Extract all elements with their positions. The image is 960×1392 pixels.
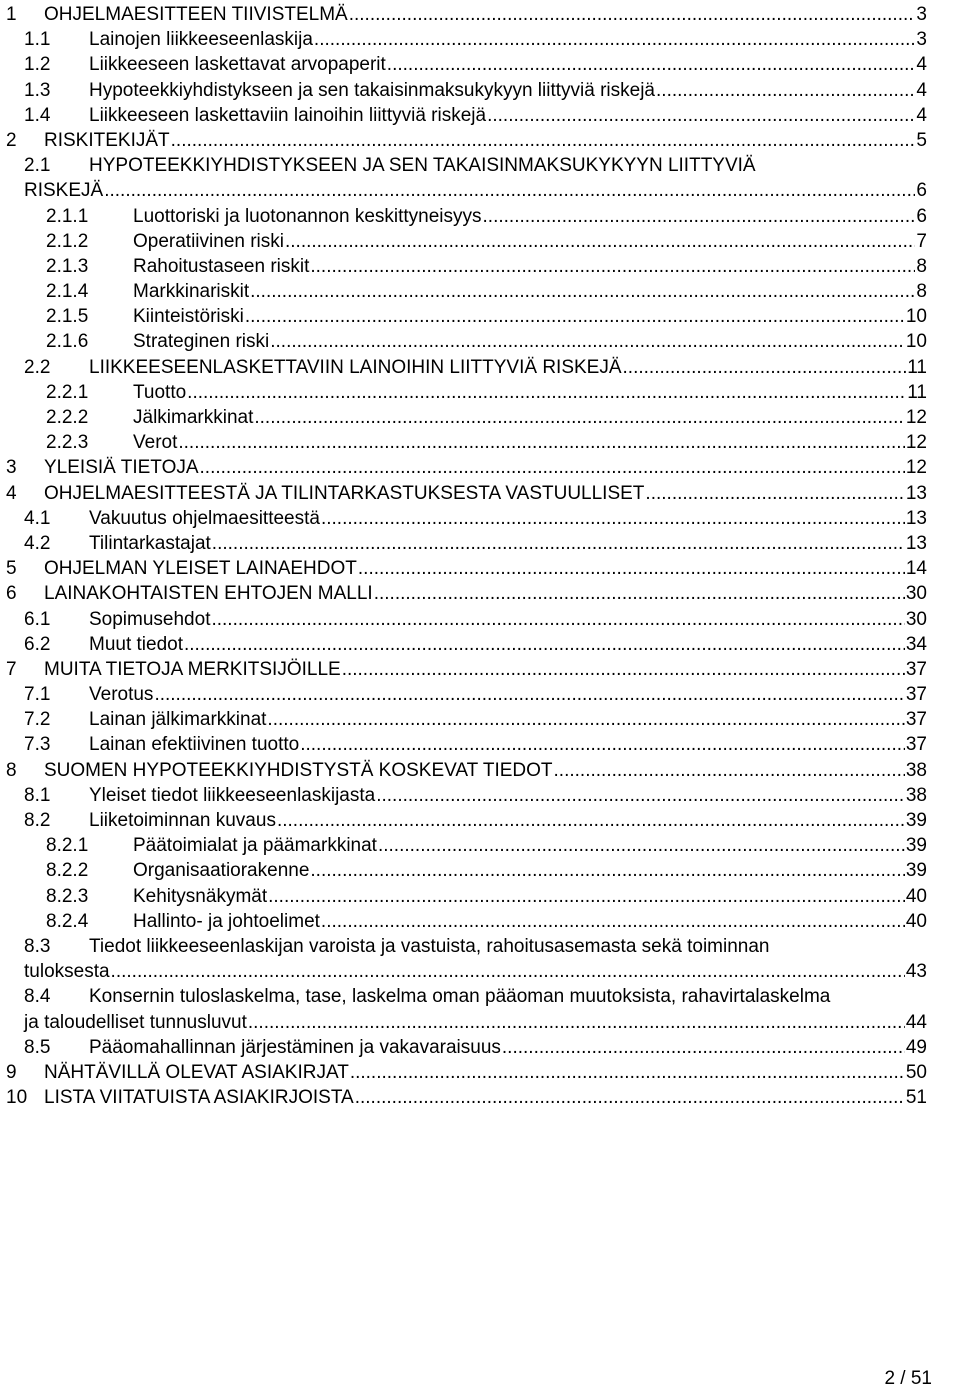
toc-entry-leader [133,380,927,405]
toc-entry[interactable] [0,884,960,909]
toc-entry-title: MUITA TIETOJA MERKITSIJÖILLE [44,658,341,680]
toc-entry-leader [89,531,927,556]
dot-leader [248,1010,905,1035]
toc-entry-leader [133,430,927,455]
toc-entry[interactable] [0,430,960,455]
dot-leader [267,707,904,732]
toc-entry-title: Konsernin tuloslaskelma, tase, laskelma oman pääoman muutoksista, rahavirtalaskelma [89,986,831,1008]
toc-entry-line [0,304,960,329]
toc-entry-page: 14 [905,558,927,580]
toc-entry-number: 8.5 [24,1036,51,1058]
toc-entry-leader [89,27,927,52]
toc-entry-number: 4.2 [24,532,51,554]
dot-leader [487,103,915,128]
dot-leader [374,581,905,606]
toc-entry[interactable] [0,27,960,52]
toc-entry-line [0,380,960,405]
dot-leader [358,556,905,581]
toc-entry[interactable] [0,78,960,103]
toc-entry[interactable] [0,254,960,279]
toc-entry[interactable] [0,1085,960,1110]
dot-leader [285,229,915,254]
toc-entry-leader [44,455,927,480]
toc-entry-number: 1.1 [24,29,51,51]
toc-entry-title: RISKITEKIJÄT [44,129,170,151]
toc-entry[interactable] [0,607,960,632]
toc-entry-number: 10 [6,1087,28,1109]
toc-entry-line [0,1085,960,1110]
toc-entry[interactable] [0,984,960,1034]
toc-entry-line [0,204,960,229]
toc-entry-line [0,758,960,783]
toc-entry-line [0,934,960,959]
toc-entry-page: 38 [905,759,927,781]
toc-entry-page: 4 [916,79,927,101]
toc-entry-title: Liikkeeseen laskettaviin lainoihin liittyviä riskejä [89,104,487,126]
toc-entry-page: 40 [905,910,927,932]
toc-entry-leader [133,405,927,430]
toc-entry-number: 8.3 [24,935,51,957]
toc-entry-page: 3 [916,4,927,25]
dot-leader [277,808,905,833]
toc-entry[interactable] [0,556,960,581]
toc-entry[interactable] [0,531,960,556]
toc-entry-title: Kehitysnäkymät [133,885,268,907]
toc-entry-number: 2.1.4 [46,281,89,303]
toc-entry-number: 2.1 [24,155,51,177]
toc-entry-leader [89,632,927,657]
dot-leader [376,783,905,808]
dot-leader [254,405,904,430]
dot-leader [171,128,916,153]
toc-entry-line [0,909,960,934]
toc-entry-page: 12 [905,432,927,454]
toc-entry-leader [133,833,927,858]
toc-entry-title: Rahoitustaseen riskit [133,255,310,277]
toc-entry-line [0,581,960,606]
toc-entry[interactable] [0,909,960,934]
toc-entry-title: Lainojen liikkeeseenlaskija [89,29,313,51]
toc-entry[interactable] [0,128,960,153]
toc-entry-leader [44,128,927,153]
toc-entry-line [0,52,960,77]
toc-entry-leader [133,204,927,229]
toc-entry-title: Luottoriski ja luotonannon keskittyneisyys [133,205,482,227]
dot-leader [187,380,906,405]
toc-entry-page: 37 [905,658,927,680]
toc-entry-page: 6 [916,205,927,227]
toc-entry-title: OHJELMAESITTEESTÄ JA TILINTARKASTUKSESTA VASTUULLISET [44,482,645,504]
toc-entry[interactable] [0,657,960,682]
dot-leader [250,279,915,304]
toc-entry-number: 2 [6,129,17,151]
dot-leader [378,833,905,858]
dot-leader [502,1035,905,1060]
toc-entry-line [0,254,960,279]
toc-entry-leader [44,581,927,606]
toc-entry-leader [89,52,927,77]
toc-entry[interactable] [0,455,960,480]
toc-entry-line [0,556,960,581]
toc-entry-title: LAINAKOHTAISTEN EHTOJEN MALLI [44,583,373,605]
toc-entry-line [0,1060,960,1085]
toc-entry-leader [89,103,927,128]
toc-entry-title-continued: ja taloudelliset tunnusluvut [24,1011,247,1033]
toc-entry-leader [89,732,927,757]
dot-leader [314,27,916,52]
toc-entry-number: 8.2 [24,810,51,832]
toc-entry-title: Strateginen riski [133,331,270,353]
toc-entry-page: 39 [905,810,927,832]
toc-entry-title: LISTA VIITATUISTA ASIAKIRJOISTA [44,1087,354,1109]
toc-entry-leader [44,1085,927,1110]
toc-entry-number: 8.2.1 [46,835,89,857]
toc-entry-page: 51 [905,1087,927,1109]
toc-entry-line [0,103,960,128]
toc-entry[interactable] [0,103,960,128]
toc-entry[interactable] [0,481,960,506]
toc-entry-title: Verot [133,432,178,454]
dot-leader [349,2,916,27]
toc-entry-line [0,1035,960,1060]
dot-leader [656,78,915,103]
toc-entry-line [0,405,960,430]
toc-entry-line [0,506,960,531]
toc-entry-page: 37 [905,734,927,756]
toc-entry-title: Päätoimialat ja päämarkkinat [133,835,377,857]
toc-entry-page: 40 [905,885,927,907]
toc-entry-page: 4 [916,54,927,76]
toc-entry-leader [89,607,927,632]
toc-entry-page: 8 [916,255,927,277]
toc-entry-page: 13 [905,532,927,554]
toc-entry-line [0,833,960,858]
toc-entry[interactable] [0,682,960,707]
toc-entry-title: Organisaatiorakenne [133,860,310,882]
dot-leader [178,430,904,455]
dot-leader [554,758,905,783]
toc-entry-line [0,707,960,732]
toc-entry-number: 2.1.6 [46,331,89,353]
toc-entry-page: 11 [907,381,927,403]
toc-entry-number: 8.2.3 [46,885,89,907]
toc-entry-leader [89,783,927,808]
dot-leader [154,682,904,707]
toc-entry-page: 49 [905,1036,927,1058]
dot-leader [200,455,905,480]
toc-entry-line [0,884,960,909]
toc-entry-leader [24,178,927,203]
toc-entry[interactable] [0,279,960,304]
toc-entry-leader [89,1035,927,1060]
toc-entry-number: 8.4 [24,986,51,1008]
dot-leader [350,1060,905,1085]
toc-entry[interactable] [0,783,960,808]
toc-entry-title: SUOMEN HYPOTEEKKIYHDISTYSTÄ KOSKEVAT TIEDOT [44,759,553,781]
toc-entry-number: 2.1.2 [46,230,89,252]
toc-entry-title: Tilintarkastajat [89,532,211,554]
toc-entry-number: 2.1.3 [46,255,89,277]
toc-entry-number: 1.4 [24,104,51,126]
toc-entry-number: 1.3 [24,79,51,101]
toc-entry[interactable] [0,581,960,606]
toc-entry-number: 1 [6,4,17,25]
toc-entry-leader [44,1060,927,1085]
toc-entry-number: 4.1 [24,507,51,529]
toc-entry-title: Lainan efektiivinen tuotto [89,734,300,756]
toc-entry-page: 7 [916,230,927,252]
toc-entry-page: 38 [905,784,927,806]
toc-entry-leader [89,707,927,732]
toc-entry-leader [89,78,927,103]
dot-leader [111,959,905,984]
toc-entry[interactable] [0,52,960,77]
toc-entry-title: Liiketoiminnan kuvaus [89,810,276,832]
toc-entry[interactable] [0,2,960,27]
toc-entry-page: 3 [916,29,927,51]
dot-leader [355,1085,905,1110]
toc-entry-page: 11 [907,356,927,378]
toc-entry-title: Liikkeeseen laskettavat arvopaperit [89,54,386,76]
toc-entry-line [0,355,960,380]
toc-entry-title: Muut tiedot [89,633,183,655]
page-number: 2 / 51 [884,1368,932,1389]
toc-entry-line [0,279,960,304]
toc-entry-page: 30 [905,608,927,630]
toc-entry-leader [24,1010,927,1035]
toc-entry-page: 12 [905,407,927,429]
toc-entry-number: 6.2 [24,633,51,655]
toc-entry-number: 2.2 [24,356,51,378]
toc-entry-line [0,632,960,657]
toc-entry-line [0,229,960,254]
toc-entry-leader [44,556,927,581]
toc-entry-page: 43 [905,961,927,983]
toc-entry-line [0,455,960,480]
toc-entry-page: 8 [916,281,927,303]
toc-entry-page: 37 [905,684,927,706]
toc-entry-title: Yleiset tiedot liikkeeseenlaskijasta [89,784,376,806]
toc-entry-page: 30 [905,583,927,605]
toc-entry-leader [44,657,927,682]
toc-entry-number: 4 [6,482,17,504]
toc-entry-number: 1.2 [24,54,51,76]
toc-entry[interactable] [0,808,960,833]
table-of-contents [0,2,960,1110]
toc-entry-title-continued: tuloksesta [24,961,110,983]
toc-entry-title-continued: RISKEJÄ [24,180,104,202]
toc-entry-line [0,984,960,1009]
toc-entry[interactable] [0,506,960,531]
toc-entry-page: 44 [905,1011,927,1033]
toc-entry-line [0,607,960,632]
toc-entry-leader [89,355,927,380]
toc-entry-number: 8.1 [24,784,51,806]
toc-entry-page: 10 [905,331,927,353]
toc-entry-line [0,959,960,984]
toc-entry[interactable] [0,632,960,657]
toc-entry-number: 2.1.1 [46,205,89,227]
toc-entry-number: 2.2.1 [46,381,89,403]
toc-entry-page: 39 [905,835,927,857]
toc-entry-line [0,27,960,52]
toc-entry-line [0,858,960,883]
dot-leader [211,607,904,632]
dot-leader [483,204,916,229]
toc-entry-line [0,657,960,682]
toc-entry-line [0,682,960,707]
toc-entry-leader [133,279,927,304]
toc-entry-number: 8.2.4 [46,910,89,932]
toc-entry-title: YLEISIÄ TIETOJA [44,457,199,479]
toc-entry[interactable] [0,204,960,229]
dot-leader [268,884,905,909]
toc-entry-number: 3 [6,457,17,479]
toc-entry-title: LIIKKEESEENLASKETTAVIIN LAINOIHIN LIITTYVIÄ RISKEJÄ [89,356,622,378]
toc-entry-page: 37 [905,709,927,731]
toc-entry[interactable] [0,1060,960,1085]
toc-entry-page: 6 [916,180,927,202]
toc-entry-number: 6.1 [24,608,51,630]
dot-leader [387,52,916,77]
toc-entry-title: Pääomahallinnan järjestäminen ja vakavaraisuus [89,1036,501,1058]
toc-entry[interactable] [0,355,960,380]
toc-entry[interactable] [0,304,960,329]
toc-entry-title: Hypoteekkiyhdistykseen ja sen takaisinmaksukykyyn liittyviä riskejä [89,79,656,101]
toc-entry-leader [133,329,927,354]
toc-entry-leader [24,959,927,984]
toc-entry-leader [44,758,927,783]
toc-entry-number: 9 [6,1061,17,1083]
toc-entry[interactable] [0,858,960,883]
toc-entry[interactable] [0,732,960,757]
toc-entry-title: Markkinariskit [133,281,250,303]
toc-entry-line [0,430,960,455]
dot-leader [321,909,905,934]
toc-entry-number: 7.3 [24,734,51,756]
dot-leader [321,506,905,531]
toc-entry-leader [44,2,927,27]
toc-entry-title: OHJELMAESITTEEN TIIVISTELMÄ [44,4,348,25]
toc-entry-leader [133,304,927,329]
toc-entry-page: 13 [905,507,927,529]
toc-entry-page: 34 [905,633,927,655]
dot-leader [645,481,904,506]
toc-entry-number: 7 [6,658,17,680]
dot-leader [270,329,905,354]
toc-entry-leader [133,254,927,279]
toc-entry[interactable] [0,229,960,254]
toc-entry-number: 7.1 [24,684,51,706]
toc-entry-number: 8 [6,759,17,781]
toc-entry[interactable] [0,405,960,430]
toc-entry-title: Tiedot liikkeeseenlaskijan varoista ja vastuista, rahoitusasemasta sekä toiminnan [89,935,770,957]
toc-entry[interactable] [0,1035,960,1060]
dot-leader [623,355,907,380]
toc-entry-line [0,1010,960,1035]
toc-entry-line [0,808,960,833]
toc-entry-leader [133,909,927,934]
toc-entry-title: HYPOTEEKKIYHDISTYKSEEN JA SEN TAKAISINMAKSUKYKYYN LIITTYVIÄ [89,155,756,177]
toc-entry-number: 8.2.2 [46,860,89,882]
toc-entry-line [0,531,960,556]
toc-entry-title: OHJELMAN YLEISET LAINAEHDOT [44,558,357,580]
toc-entry[interactable] [0,934,960,984]
toc-entry-leader [133,229,927,254]
toc-entry-title: Kiinteistöriski [133,306,244,328]
toc-entry-leader [133,884,927,909]
toc-entry-number: 5 [6,558,17,580]
toc-entry-leader [44,481,927,506]
toc-entry-page: 39 [905,860,927,882]
toc-entry-leader [133,858,927,883]
toc-entry-number: 6 [6,583,17,605]
toc-entry-page: 12 [905,457,927,479]
toc-entry[interactable] [0,758,960,783]
dot-leader [184,632,905,657]
toc-entry-line [0,78,960,103]
toc-entry-number: 2.2.3 [46,432,89,454]
toc-entry[interactable] [0,707,960,732]
dot-leader [310,254,915,279]
toc-entry-line [0,481,960,506]
toc-entry-line [0,178,960,203]
dot-leader [245,304,905,329]
dot-leader [212,531,905,556]
toc-entry-leader [89,682,927,707]
toc-entry-line [0,153,960,178]
toc-entry[interactable] [0,833,960,858]
toc-entry-line [0,128,960,153]
toc-entry-line [0,732,960,757]
toc-entry-line [0,2,960,27]
dot-leader [104,178,915,203]
toc-entry-title: Jälkimarkkinat [133,407,254,429]
toc-entry-page: 50 [905,1061,927,1083]
toc-entry-leader [89,506,927,531]
toc-entry-line [0,783,960,808]
toc-entry-page: 4 [916,104,927,126]
dot-leader [342,657,905,682]
dot-leader [310,858,904,883]
toc-entry-title: Lainan jälkimarkkinat [89,709,267,731]
toc-entry-number: 7.2 [24,709,51,731]
toc-entry-title: NÄHTÄVILLÄ OLEVAT ASIAKIRJAT [44,1061,349,1083]
dot-leader [300,732,905,757]
toc-entry-title: Verotus [89,684,154,706]
toc-entry-page: 10 [905,306,927,328]
toc-entry-title: Tuotto [133,381,187,403]
toc-entry-number: 2.1.5 [46,306,89,328]
toc-entry-title: Vakuutus ohjelmaesitteestä [89,507,320,529]
toc-entry[interactable] [0,329,960,354]
toc-entry-title: Hallinto- ja johtoelimet [133,910,320,932]
toc-entry-title: Sopimusehdot [89,608,211,630]
toc-entry[interactable] [0,380,960,405]
toc-entry-leader [89,808,927,833]
toc-entry-page: 5 [916,129,927,151]
toc-entry-title: Operatiivinen riski [133,230,284,252]
toc-entry-number: 2.2.2 [46,407,89,429]
toc-entry-page: 13 [905,482,927,504]
toc-entry[interactable] [0,153,960,203]
toc-entry-line [0,329,960,354]
